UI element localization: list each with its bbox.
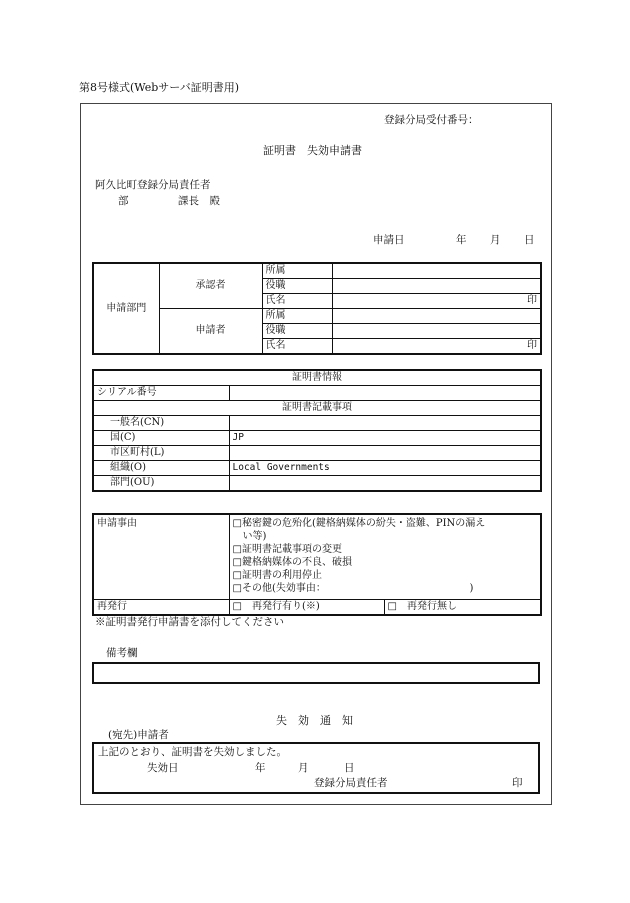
certificate-info-table [92,369,542,492]
reissue-no-option[interactable]: □ 再発行無し [384,600,541,616]
attachment-note: ※証明書発行申請書を添付してください [95,616,284,628]
application-date-year: 年 [456,234,467,246]
locality-label: 市区町村(L) [93,446,229,461]
serial-number-field[interactable] [229,386,541,401]
revocation-seal-mark: 印 [512,777,523,789]
reason-table [92,513,542,616]
application-date-day: 日 [524,234,535,246]
revocation-date-label: 失効日 [147,762,179,774]
applicant-label: 申請者 [159,309,262,355]
approver-affiliation-field[interactable] [332,263,541,279]
reason-option-stop-use[interactable]: □証明書の利用停止 [232,570,322,581]
applicant-title-field[interactable] [332,324,541,339]
addressee-line: 阿久比町登録分局責任者 [95,179,211,191]
organizational-unit-value[interactable] [229,476,541,492]
reason-options [229,514,541,600]
approver-title-label: 役職 [262,279,332,294]
form-number: 第8号様式(Webサーバ証明書用) [79,81,239,94]
applicant-name-label: 氏名 [262,339,332,355]
revocation-date-day: 日 [344,762,355,774]
organization-value[interactable]: Local Governments [229,461,541,476]
approver-label: 承認者 [159,263,262,309]
approver-name-label: 氏名 [262,294,332,309]
reason-option-compromise-cont: い等) [232,531,267,542]
document-title: 証明書 失効申請書 [263,144,362,157]
department-table [92,262,542,355]
revocation-notice-title: 失 効 通 知 [276,714,353,727]
application-date-label: 申請日 [373,234,405,246]
serial-number-label: シリアル番号 [93,386,229,401]
revocation-addressee: (宛先)申請者 [108,729,169,741]
reason-option-damage[interactable]: □鍵格納媒体の不良、破損 [232,557,352,568]
reason-option-change[interactable]: □証明書記載事項の変更 [232,544,342,555]
revocation-date-month: 月 [298,762,309,774]
reissue-yes-option[interactable]: □ 再発行有り(※) [229,600,384,616]
applicant-name-field[interactable] [332,339,541,355]
revocation-notice-box [92,742,540,794]
reason-other-close-paren: ) [469,583,474,594]
locality-value[interactable] [229,446,541,461]
revocation-officer: 登録分局責任者 [314,777,388,789]
reissue-label: 再発行 [93,600,229,616]
remarks-box[interactable] [92,662,540,684]
approver-title-field[interactable] [332,279,541,294]
addressee-dept: 部 [118,195,129,207]
applicant-affiliation-field[interactable] [332,309,541,324]
revocation-statement: 上記のとおり、証明書を失効しました。 [98,746,287,758]
application-date-month: 月 [490,234,501,246]
applicant-seal-mark: 印 [527,340,537,351]
reason-option-compromise[interactable]: □秘密鍵の危殆化(鍵格納媒体の紛失・盗難、PINの漏え [232,518,486,529]
approver-name-field[interactable] [332,294,541,309]
applicant-affiliation-label: 所属 [262,309,332,324]
approver-affiliation-label: 所属 [262,263,332,279]
applicant-title-label: 役職 [262,324,332,339]
cn-label: 一般名(CN) [93,416,229,431]
organization-label: 組織(O) [93,461,229,476]
organizational-unit-label: 部門(OU) [93,476,229,492]
certificate-contents-header: 証明書記載事項 [93,401,541,416]
reason-option-other[interactable]: □その他(失効事由： ) [232,583,474,594]
approver-seal-mark: 印 [527,295,537,306]
remarks-label: 備考欄 [106,647,138,659]
department-label: 申請部門 [93,263,159,354]
cn-value[interactable] [229,416,541,431]
certificate-info-header: 証明書情報 [93,370,541,386]
revocation-date-year: 年 [255,762,266,774]
reception-number-label: 登録分局受付番号： [384,114,479,126]
addressee-chief: 課長 殿 [178,195,220,207]
country-value[interactable]: JP [229,431,541,446]
reason-label: 申請事由 [93,514,229,600]
country-label: 国(C) [93,431,229,446]
